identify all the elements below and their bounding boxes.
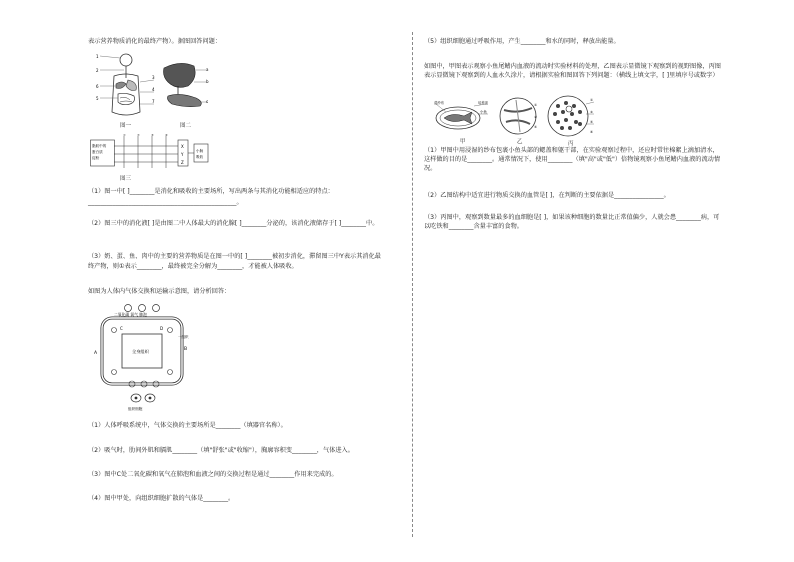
question-11: （3）丙图中，观察到数量最多的血细胞是[ ]，如果该种细胞的数量比正常值偏少，人就会患________病，可以吃铁和________含量丰富的食物。 — [424, 214, 720, 230]
svg-text:a: a — [206, 67, 209, 72]
fig3-letter-z: Z — [181, 160, 184, 165]
question-4: （1）人体呼吸系统中，气体交换的主要场所是________（填器官名称）。 — [88, 422, 287, 429]
section-3-intro: 如图中，甲图表示观察小鱼尾鳍内血液的流动时实验材料的处理，乙图表示显微镜下观察到的视野图像，丙图表示显微镜下观察到的人血永久涂片，请根据实验和图回答下列问题：（横线上填文字，[ ]里填序号或数字） — [424, 63, 721, 79]
svg-text:3: 3 — [152, 75, 155, 80]
svg-text:5: 5 — [96, 96, 99, 101]
svg-text:二氧化碳 氧气 肺泡: 二氧化碳 氧气 肺泡 — [114, 312, 147, 317]
figure-jia-label: 甲 — [460, 139, 466, 145]
figure-1-label: 图一 — [120, 123, 132, 129]
svg-text:②: ② — [137, 134, 140, 137]
digestion-flow-diagram — [90, 134, 210, 172]
svg-text:蛋白质: 蛋白质 — [92, 150, 103, 154]
svg-text:④: ④ — [590, 130, 594, 134]
svg-text:④: ④ — [165, 134, 168, 137]
svg-text:7: 7 — [152, 99, 155, 104]
intro-text: 表示营养物质消化的最终产物）。据图回答问题： — [88, 38, 222, 45]
figure-bing-label: 丙 — [568, 141, 574, 147]
figure-2-label: 图二 — [180, 123, 192, 129]
question-8: （5）组织细胞通过呼吸作用，产生________和水的同时，释放出能量。 — [424, 38, 620, 45]
svg-text:A: A — [94, 351, 98, 356]
digestive-system-figure — [96, 52, 156, 130]
fig3-letter-y: Y — [181, 152, 184, 157]
question-3b: 终产物，则①表示________，最终被完全分解为________，才能被人体吸收。 — [88, 263, 298, 270]
question-10: （2）乙图结构中适宜进行物质交换的血管是[ ]，在判断的主要依据是________________。 — [424, 192, 670, 199]
svg-text:C: C — [120, 326, 123, 331]
svg-text:淀粉: 淀粉 — [92, 156, 100, 160]
svg-text:B: B — [184, 347, 188, 352]
svg-text:2: 2 — [96, 68, 99, 73]
svg-text:③: ③ — [590, 120, 594, 124]
svg-text:6: 6 — [96, 84, 99, 89]
svg-text:c: c — [206, 99, 209, 104]
gas-exchange-figure — [92, 300, 192, 412]
question-9: （1）甲图中用浸湿的纱布包裹小鱼头部的鳃盖和躯干部，在实验观察过程中，还应时常往棉絮上滴加清水，这样做的目的是________。通常情况下，使用________（填"高"或"低"）倍物镜观察小鱼尾鳍内血液的流动情况。 — [424, 147, 721, 172]
svg-text:4: 4 — [152, 87, 155, 92]
microscope-view-figure — [498, 96, 538, 136]
svg-text:一组织: 一组织 — [178, 335, 189, 339]
figure-3-label: 图三 — [120, 176, 132, 182]
svg-text:培养皿: 培养皿 — [478, 101, 489, 105]
svg-text:①: ① — [534, 103, 538, 107]
svg-text:湿纱布: 湿纱布 — [434, 101, 445, 105]
svg-text:①: ① — [590, 98, 594, 102]
question-5: （2）吸气时，肋间外肌和膈肌________（填"舒张"或"收缩"），胸廓容积变________，气体进入。 — [88, 447, 354, 454]
column-divider — [412, 32, 413, 537]
question-2: （2）图三中的消化液[ ]是由图二中人体最大的消化腺[ ]________分泌的，该消化液储存于[ ]________中。 — [88, 220, 379, 227]
svg-text:②: ② — [534, 115, 538, 119]
fish-petri-dish-figure — [434, 100, 490, 134]
svg-text:全身组织: 全身组织 — [132, 349, 149, 354]
question-3a: （3）奶、蛋、鱼、肉中的主要的营养物质是在图一中的[ ]________被初步消化，滞留图三中Y表示其消化最 — [88, 253, 381, 260]
question-6: （3）图中C处二氧化碳和氧气在肺泡和血液之间的交换过程是通过________作用来完成的。 — [88, 471, 338, 478]
fig3-letter-x: X — [181, 144, 184, 149]
svg-text:吸收: 吸收 — [196, 155, 204, 159]
blood-smear-figure — [546, 94, 596, 138]
svg-text:脂肪中的: 脂肪中的 — [92, 144, 107, 148]
svg-text:D: D — [160, 326, 164, 331]
svg-text:②: ② — [590, 110, 594, 114]
svg-text:①: ① — [123, 134, 126, 137]
svg-text:③: ③ — [151, 134, 154, 137]
question-7: （4）图中甲处，向组织细胞扩散的气体是________。 — [88, 495, 235, 502]
section-2-intro: 如图为人体内气体交换和运输示意图，请分析回答： — [88, 288, 231, 295]
liver-pancreas-figure — [160, 60, 210, 120]
svg-text:小肠: 小肠 — [196, 149, 204, 153]
svg-text:b: b — [206, 79, 209, 84]
svg-text:组织细胞: 组织细胞 — [128, 407, 143, 411]
question-1b: ________________________________________________。 — [88, 199, 243, 206]
svg-text:③: ③ — [534, 125, 538, 129]
question-1a: （1）图一中[ ]________是消化和吸收的主要场所，写出两条与其消化功能相适应的特点： — [88, 188, 334, 195]
svg-text:1: 1 — [96, 54, 99, 59]
svg-text:小鱼: 小鱼 — [480, 110, 487, 114]
figure-yi-label: 乙 — [517, 139, 523, 145]
